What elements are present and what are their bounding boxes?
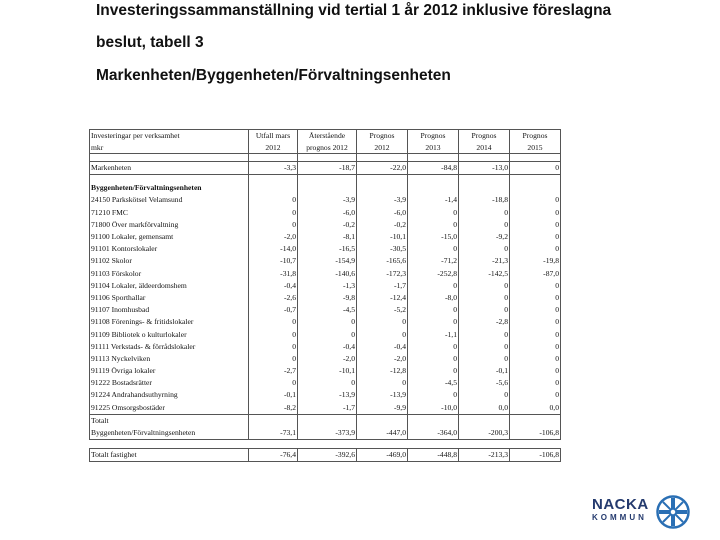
- cell-value: -71,2: [408, 255, 459, 267]
- cell-value: prognos 2012: [298, 142, 357, 154]
- empty-cell: [249, 440, 298, 449]
- cell-value: 0: [510, 162, 561, 175]
- logo-name: NACKA: [592, 496, 649, 513]
- row-label: 91222 Bostadsrätter: [90, 377, 249, 389]
- row-label: 71210 FMC: [90, 207, 249, 219]
- empty-cell: [90, 175, 249, 183]
- cell-value: -0,4: [249, 280, 298, 292]
- cell-value: -0,2: [357, 219, 408, 231]
- cell-value: 0: [510, 389, 561, 401]
- cell-value: -13,0: [459, 162, 510, 175]
- cell-value: 0: [459, 341, 510, 353]
- cell-value: 2012: [249, 142, 298, 154]
- cell-value: -30,5: [357, 243, 408, 255]
- empty-cell: [408, 154, 459, 162]
- cell-value: -22,0: [357, 162, 408, 175]
- empty-cell: [249, 182, 298, 194]
- row-label: Markenheten: [90, 162, 249, 175]
- empty-cell: [510, 175, 561, 183]
- cell-value: -3,9: [357, 194, 408, 206]
- cell-value: -106,8: [510, 427, 561, 440]
- cell-value: -87,0: [510, 268, 561, 280]
- cell-value: -1,3: [298, 280, 357, 292]
- table-row: [90, 292, 561, 304]
- cell-value: 2014: [459, 142, 510, 154]
- empty-cell: [459, 154, 510, 162]
- row-label: 91104 Lokaler, äldeerdomshem: [90, 280, 249, 292]
- cell-value: 0: [459, 292, 510, 304]
- empty-cell: [459, 440, 510, 449]
- cell-value: 0: [459, 328, 510, 340]
- cell-value: 2012: [357, 142, 408, 154]
- cell-value: -252,8: [408, 268, 459, 280]
- table-row: [90, 402, 561, 415]
- cell-value: 0: [510, 365, 561, 377]
- cell-value: -392,6: [298, 449, 357, 462]
- empty-cell: [249, 154, 298, 162]
- cell-value: -5,2: [357, 304, 408, 316]
- cell-value: Återstående: [298, 130, 357, 142]
- cell-value: -4,5: [298, 304, 357, 316]
- cell-value: 0: [249, 219, 298, 231]
- table-row: [90, 377, 561, 389]
- row-label: 91108 Förenings- & fritidslokaler: [90, 316, 249, 328]
- cell-value: -154,9: [298, 255, 357, 267]
- row-label: 91102 Skolor: [90, 255, 249, 267]
- cell-value: -140,6: [298, 268, 357, 280]
- total-section-row: [90, 414, 561, 427]
- cell-value: -9,8: [298, 292, 357, 304]
- cell-value: -106,8: [510, 449, 561, 462]
- cell-value: 0: [510, 316, 561, 328]
- cell-value: -12,8: [357, 365, 408, 377]
- cell-value: 0: [510, 207, 561, 219]
- total-all-row: [90, 449, 561, 462]
- row-label: Byggenheten/Förvaltningsenheten: [90, 427, 249, 440]
- cell-value: -2,7: [249, 365, 298, 377]
- row-label: mkr: [90, 142, 249, 154]
- cell-value: 0: [459, 389, 510, 401]
- header-row: [90, 142, 561, 154]
- cell-value: -16,5: [298, 243, 357, 255]
- cell-value: Prognos: [459, 130, 510, 142]
- empty-cell: [510, 440, 561, 449]
- title-line-2: beslut, tabell 3: [96, 34, 204, 51]
- cell-value: -19,8: [510, 255, 561, 267]
- empty-cell: [459, 182, 510, 194]
- empty-cell: [408, 175, 459, 183]
- nacka-kommun-logo: [592, 495, 712, 531]
- row-label: 91113 Nyckelviken: [90, 353, 249, 365]
- cell-value: 0: [249, 328, 298, 340]
- row-label: 71800 Över markförvaltning: [90, 219, 249, 231]
- cell-value: 0: [408, 304, 459, 316]
- cell-value: -213,3: [459, 449, 510, 462]
- empty-cell: [298, 440, 357, 449]
- cell-value: -6,0: [298, 207, 357, 219]
- cell-value: 0: [510, 280, 561, 292]
- cell-value: -10,1: [357, 231, 408, 243]
- cell-value: 0: [249, 341, 298, 353]
- cell-value: 0: [510, 377, 561, 389]
- cell-value: -142,5: [459, 268, 510, 280]
- table-row: [90, 194, 561, 206]
- cell-value: -8,2: [249, 402, 298, 415]
- empty-cell: [408, 414, 459, 427]
- cell-value: 0: [408, 316, 459, 328]
- row-label: Totalt fastighet: [90, 449, 249, 462]
- row-label: 91103 Förskolor: [90, 268, 249, 280]
- empty-cell: [510, 414, 561, 427]
- cell-value: -2,0: [249, 231, 298, 243]
- cell-value: -31,8: [249, 268, 298, 280]
- table-row: [90, 219, 561, 231]
- row-label: 91106 Sporthallar: [90, 292, 249, 304]
- cell-value: 0: [510, 231, 561, 243]
- cell-value: -0,1: [459, 365, 510, 377]
- spacer-row: [90, 440, 561, 449]
- cell-value: -8,1: [298, 231, 357, 243]
- cell-value: 0: [459, 353, 510, 365]
- cell-value: -447,0: [357, 427, 408, 440]
- empty-cell: [459, 175, 510, 183]
- table-row: [90, 365, 561, 377]
- cell-value: -12,4: [357, 292, 408, 304]
- cell-value: 0: [510, 304, 561, 316]
- cell-value: 0: [510, 328, 561, 340]
- cell-value: -73,1: [249, 427, 298, 440]
- empty-cell: [249, 414, 298, 427]
- empty-cell: [357, 175, 408, 183]
- cell-value: 0: [408, 389, 459, 401]
- investment-table: [89, 129, 561, 462]
- cell-value: -13,9: [298, 389, 357, 401]
- cell-value: 0: [357, 328, 408, 340]
- cell-value: -2,0: [298, 353, 357, 365]
- row-label: 91224 Andrahandsuthyrning: [90, 389, 249, 401]
- cell-value: -2,0: [357, 353, 408, 365]
- cell-value: 0: [249, 194, 298, 206]
- cell-value: 0: [459, 219, 510, 231]
- cell-value: -1,7: [298, 402, 357, 415]
- cell-value: -6,0: [357, 207, 408, 219]
- table-row: [90, 389, 561, 401]
- cell-value: Prognos: [510, 130, 561, 142]
- nacka-emblem-icon: [656, 495, 690, 529]
- cell-value: -21,3: [459, 255, 510, 267]
- cell-value: -10,1: [298, 365, 357, 377]
- row-label: 91111 Verkstads- & förrådslokaler: [90, 341, 249, 353]
- empty-cell: [298, 175, 357, 183]
- cell-value: 2015: [510, 142, 561, 154]
- cell-value: 0: [298, 377, 357, 389]
- row-label: 91101 Kontorslokaler: [90, 243, 249, 255]
- cell-value: 0: [510, 353, 561, 365]
- cell-value: 0: [249, 353, 298, 365]
- table-row: [90, 316, 561, 328]
- cell-value: -3,9: [298, 194, 357, 206]
- cell-value: 0: [298, 328, 357, 340]
- cell-value: -1,1: [408, 328, 459, 340]
- empty-cell: [249, 175, 298, 183]
- cell-value: -18,8: [459, 194, 510, 206]
- cell-value: -4,5: [408, 377, 459, 389]
- row-label: 91109 Bibliotek o kulturlokaler: [90, 328, 249, 340]
- row-label: 91100 Lokaler, gemensamt: [90, 231, 249, 243]
- table-row: [90, 268, 561, 280]
- cell-value: 0: [459, 207, 510, 219]
- cell-value: Prognos: [357, 130, 408, 142]
- cell-value: -13,9: [357, 389, 408, 401]
- title-line-1: Investeringssammanställning vid tertial 1 år 2012 inklusive föreslagna: [96, 2, 612, 19]
- cell-value: 0: [459, 304, 510, 316]
- cell-value: -2,6: [249, 292, 298, 304]
- cell-value: -18,7: [298, 162, 357, 175]
- table-row: [90, 207, 561, 219]
- row-label: 91225 Omsorgsbostäder: [90, 402, 249, 415]
- cell-value: -2,8: [459, 316, 510, 328]
- spacer-row: [90, 175, 561, 183]
- empty-cell: [298, 182, 357, 194]
- cell-value: -76,4: [249, 449, 298, 462]
- cell-value: -469,0: [357, 449, 408, 462]
- cell-value: 0: [408, 243, 459, 255]
- cell-value: 0: [249, 377, 298, 389]
- cell-value: -1,4: [408, 194, 459, 206]
- section-label-row: [90, 182, 561, 194]
- cell-value: 0: [510, 292, 561, 304]
- cell-value: 0: [298, 316, 357, 328]
- header-row: [90, 130, 561, 142]
- cell-value: -5,6: [459, 377, 510, 389]
- spacer-row: [90, 154, 561, 162]
- cell-value: -14,0: [249, 243, 298, 255]
- total-section-row: [90, 427, 561, 440]
- row-label: 91119 Övriga lokaler: [90, 365, 249, 377]
- row-label: Investeringar per verksamhet: [90, 130, 249, 142]
- cell-value: 0: [459, 280, 510, 292]
- cell-value: -0,7: [249, 304, 298, 316]
- cell-value: -200,3: [459, 427, 510, 440]
- cell-value: 0: [408, 365, 459, 377]
- cell-value: 0: [510, 341, 561, 353]
- empty-cell: [408, 182, 459, 194]
- cell-value: -165,6: [357, 255, 408, 267]
- markenheten-row: [90, 162, 561, 175]
- table-row: [90, 328, 561, 340]
- cell-value: 0: [408, 280, 459, 292]
- empty-cell: [298, 154, 357, 162]
- row-label: 24150 Parkskötsel Velamsund: [90, 194, 249, 206]
- cell-value: -0,4: [298, 341, 357, 353]
- cell-value: 2013: [408, 142, 459, 154]
- cell-value: 0,0: [459, 402, 510, 415]
- empty-cell: [357, 414, 408, 427]
- cell-value: 0: [249, 316, 298, 328]
- cell-value: -9,2: [459, 231, 510, 243]
- table-row: [90, 280, 561, 292]
- cell-value: -448,8: [408, 449, 459, 462]
- cell-value: 0: [408, 341, 459, 353]
- cell-value: 0: [357, 377, 408, 389]
- cell-value: 0: [459, 243, 510, 255]
- cell-value: 0: [510, 243, 561, 255]
- cell-value: -0,2: [298, 219, 357, 231]
- table-row: [90, 255, 561, 267]
- cell-value: -0,1: [249, 389, 298, 401]
- logo-sub: KOMMUN: [592, 513, 647, 522]
- table-row: [90, 231, 561, 243]
- row-label: Totalt: [90, 414, 249, 427]
- title-line-3: Markenheten/Byggenheten/Förvaltningsenheten: [96, 67, 451, 84]
- empty-cell: [510, 182, 561, 194]
- cell-value: -0,4: [357, 341, 408, 353]
- cell-value: -10,0: [408, 402, 459, 415]
- cell-value: -15,0: [408, 231, 459, 243]
- empty-cell: [357, 154, 408, 162]
- cell-value: 0: [357, 316, 408, 328]
- empty-cell: [90, 154, 249, 162]
- empty-cell: [90, 440, 249, 449]
- empty-cell: [357, 182, 408, 194]
- empty-cell: [357, 440, 408, 449]
- cell-value: 0: [249, 207, 298, 219]
- table-row: [90, 243, 561, 255]
- cell-value: 0: [510, 194, 561, 206]
- row-label: 91107 Inomhusbad: [90, 304, 249, 316]
- cell-value: -172,3: [357, 268, 408, 280]
- cell-value: Utfall mars: [249, 130, 298, 142]
- empty-cell: [298, 414, 357, 427]
- cell-value: 0: [408, 219, 459, 231]
- cell-value: 0: [408, 207, 459, 219]
- cell-value: -84,8: [408, 162, 459, 175]
- cell-value: -364,0: [408, 427, 459, 440]
- row-label: Byggenheten/Förvaltningsenheten: [90, 182, 249, 194]
- empty-cell: [459, 414, 510, 427]
- cell-value: 0: [408, 353, 459, 365]
- table-row: [90, 353, 561, 365]
- table-row: [90, 341, 561, 353]
- cell-value: -8,0: [408, 292, 459, 304]
- cell-value: 0,0: [510, 402, 561, 415]
- cell-value: -373,9: [298, 427, 357, 440]
- cell-value: 0: [510, 219, 561, 231]
- empty-cell: [510, 154, 561, 162]
- cell-value: -1,7: [357, 280, 408, 292]
- cell-value: -3,3: [249, 162, 298, 175]
- cell-value: -9,9: [357, 402, 408, 415]
- empty-cell: [408, 440, 459, 449]
- cell-value: -10,7: [249, 255, 298, 267]
- cell-value: Prognos: [408, 130, 459, 142]
- table-row: [90, 304, 561, 316]
